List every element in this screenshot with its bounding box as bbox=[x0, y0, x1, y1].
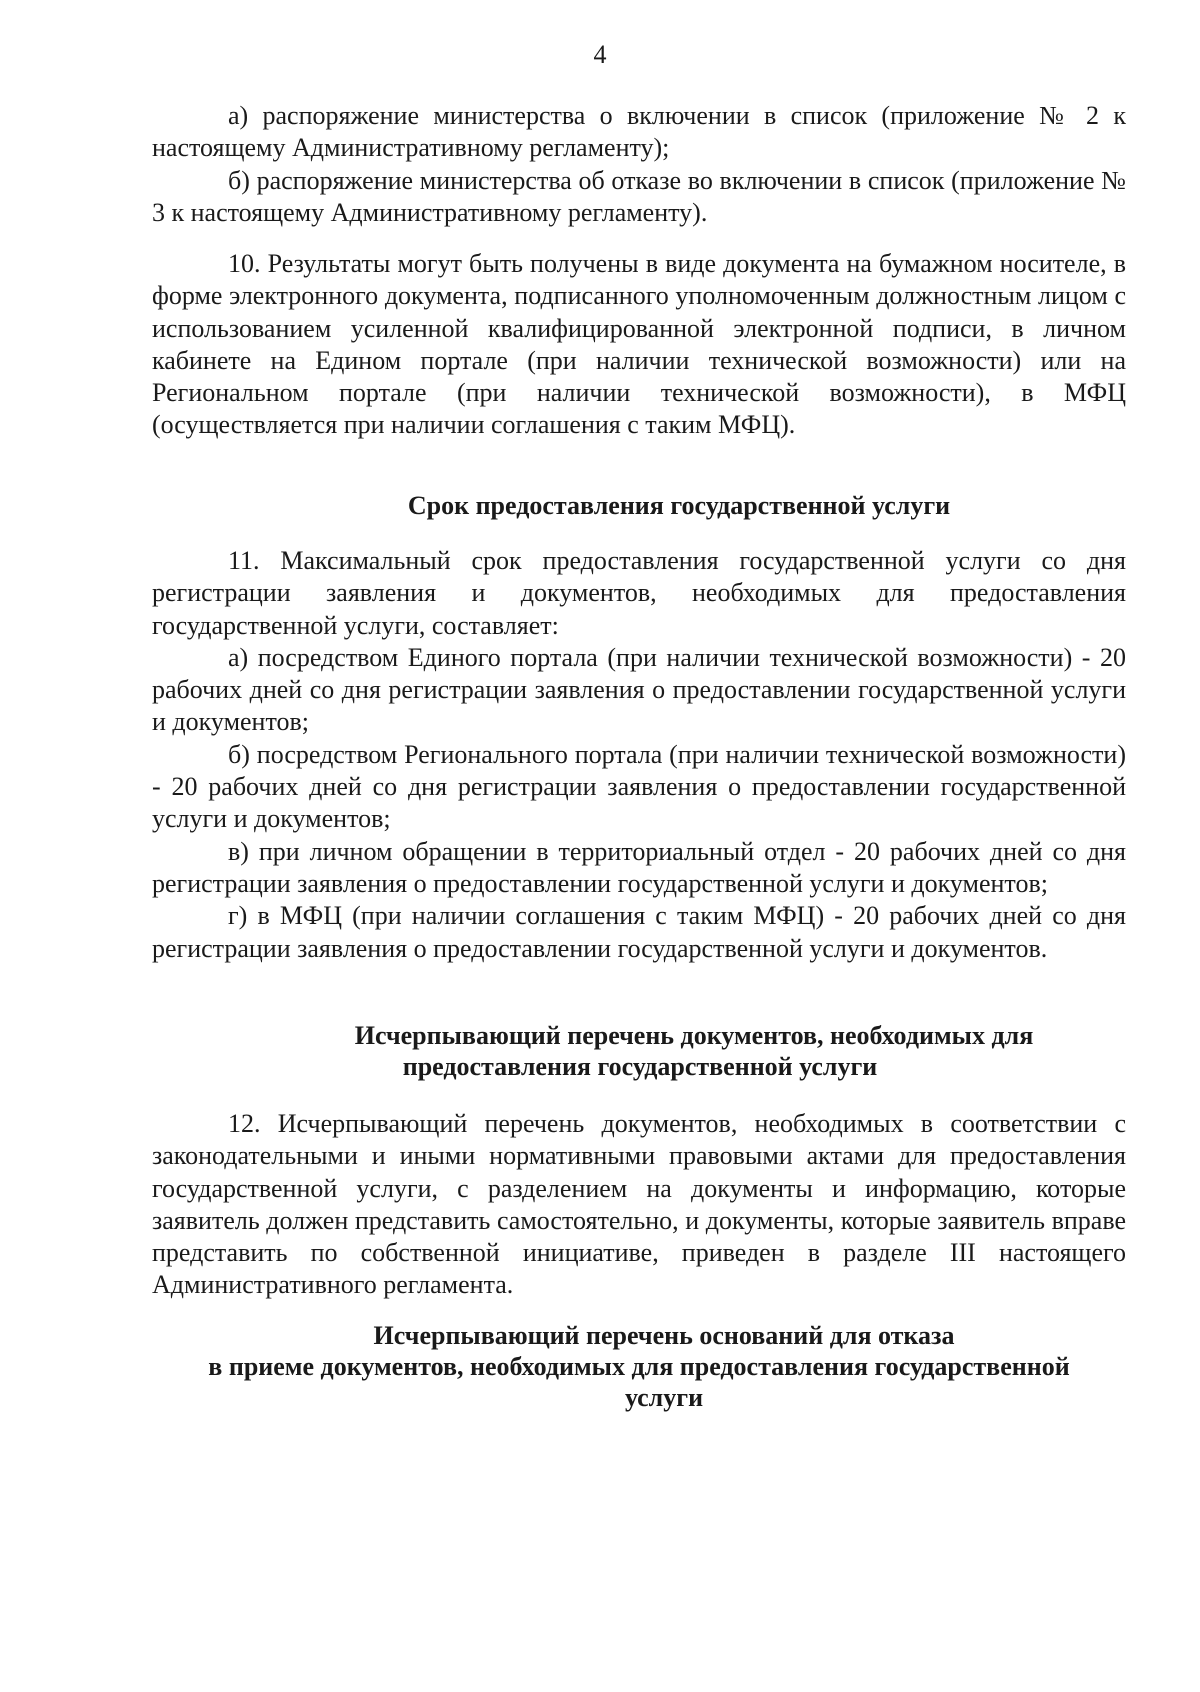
heading-line: в приеме документов, необходимых для предоставления государственной bbox=[208, 1352, 1070, 1381]
heading-line: предоставления государственной услуги bbox=[402, 1052, 878, 1081]
result-documents-list bbox=[152, 100, 1126, 229]
paragraph-11-d: г) в МФЦ (при наличии соглашения с таким МФЦ) - 20 рабочих дней со дня регистрации заявления о предоставлении государственной услуги и документов. bbox=[152, 901, 1126, 963]
heading-service-term bbox=[152, 490, 1126, 521]
paragraph-11-c: в) при личном обращении в территориальный отдел - 20 рабочих дней со дня регистрации заявления о предоставлении государственной услуги и документов; bbox=[152, 836, 1126, 898]
heading-line: Исчерпывающий перечень оснований для отказа bbox=[373, 1321, 955, 1350]
paragraph-12: 12. Исчерпывающий перечень документов, необходимых в соответствии с законодательными и иными нормативными правовыми актами для предоставления государственной услуги, с разделением на документы и информацию, которые заявитель должен представить самостоятельно, и документы, которые заявитель вправе представить по собственной инициативе, приведен в разделе III настоящего Административного регламента. bbox=[152, 1109, 1126, 1300]
heading-line: Срок предоставления государственной услуги bbox=[407, 491, 951, 520]
paragraph-item-a: а) распоряжение министерства о включении в список (приложение № 2 к настоящему Административному регламенту); bbox=[152, 101, 1126, 163]
section-11 bbox=[152, 545, 1126, 965]
page-number: 4 bbox=[593, 40, 607, 69]
section-10 bbox=[152, 248, 1126, 442]
section-12 bbox=[152, 1108, 1126, 1302]
paragraph-11-b: б) посредством Регионального портала (при наличии технической возможности) - 20 рабочих дней со дня регистрации заявления о предоставлении государственной услуги и документов; bbox=[152, 739, 1126, 834]
heading-refusal-grounds bbox=[152, 1320, 1126, 1413]
paragraph-10: 10. Результаты могут быть получены в виде документа на бумажном носителе, в форме электронного документа, подписанного уполномоченным должностным лицом с использованием усиленной квалифицированной электронной подписи, в личном кабинете на Едином портале (при наличии технической возможности) или на Региональном портале (при наличии технической возможности), в МФЦ (осуществляется при наличии соглашения с таким МФЦ). bbox=[152, 249, 1126, 440]
heading-line: услуги bbox=[624, 1383, 704, 1412]
heading-documents-list bbox=[152, 1020, 1126, 1082]
heading-line: Исчерпывающий перечень документов, необходимых для bbox=[354, 1021, 1034, 1050]
paragraph-item-b: б) распоряжение министерства об отказе во включении в список (приложение № 3 к настоящему Административному регламенту). bbox=[152, 165, 1126, 227]
paragraph-11-a: а) посредством Единого портала (при наличии технической возможности) - 20 рабочих дней со дня регистрации заявления о предоставлении государственной услуги и документов; bbox=[152, 642, 1126, 737]
paragraph-11: 11. Максимальный срок предоставления государственной услуги со дня регистрации заявления и документов, необходимых для предоставления государственной услуги, составляет: bbox=[152, 546, 1126, 640]
